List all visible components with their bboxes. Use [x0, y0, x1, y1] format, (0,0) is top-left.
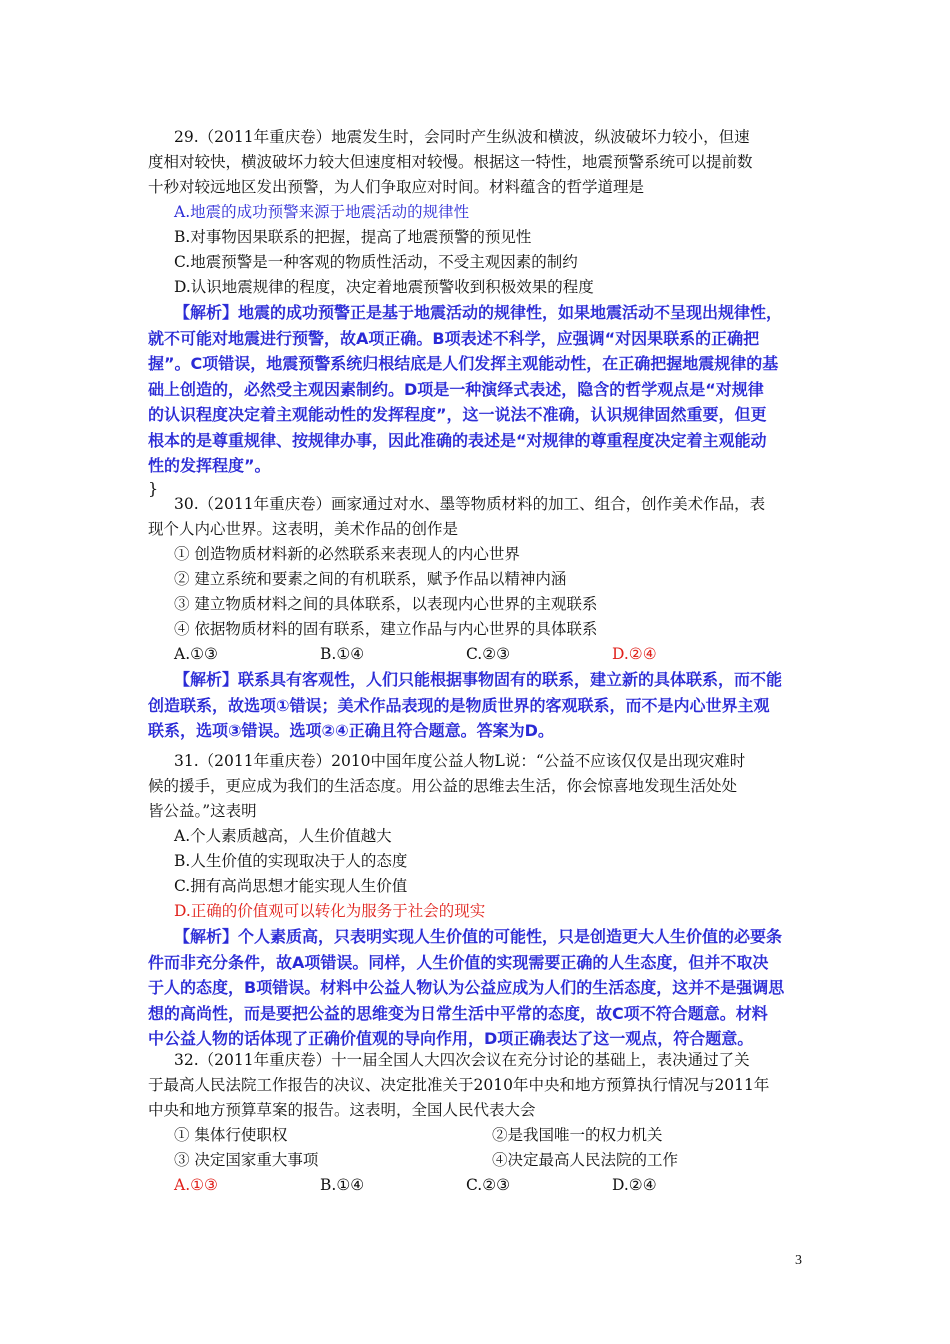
- question-stem-line: 32.（2011年重庆卷）十一届全国人大四次会议在充分讨论的基础上，表决通过了关: [174, 1051, 750, 1069]
- question-stem-line: 皆公益。”这表明: [148, 802, 257, 820]
- analysis-line: 根本的是尊重规律、按规律办事，因此准确的表述是“对规律的尊重程度决定着主观能动: [148, 430, 767, 450]
- statement-item: ④ 依据物质材料的固有联系，建立作品与内心世界的具体联系: [174, 620, 598, 638]
- analysis-line: 【解析】个人素质高，只表明实现人生价值的可能性，只是创造更大人生价值的必要条: [174, 927, 783, 946]
- question-stem-line: 31.（2011年重庆卷）2010中国年度公益人物L说：“公益不应该仅仅是出现灾难时: [174, 752, 746, 770]
- analysis-line: 【解析】地震的成功预警正是基于地震活动的规律性，如果地震活动不呈现出规律性，: [174, 303, 783, 322]
- question-stem-line: 30.（2011年重庆卷）画家通过对水、墨等物质材料的加工、组合，创作美术作品，表: [174, 495, 766, 513]
- statement-row: [148, 1148, 812, 1173]
- analysis-line: 础上创造的，必然受主观因素制约。D项是一种演绎式表述，隐含的哲学观点是“对规律: [148, 379, 764, 399]
- answer-choices: [148, 642, 812, 667]
- analysis-line: 的认识程度决定着主观能动性的发挥程度”，这一说法不准确，认识规律固然重要，但更: [148, 405, 767, 424]
- analysis-line: 性的发挥程度”。: [148, 456, 271, 475]
- choice-b: B.①④: [320, 1176, 365, 1194]
- answer-choices: [148, 1173, 812, 1198]
- question-31: [148, 749, 812, 1052]
- statement-row: [148, 1123, 812, 1148]
- question-stem-line: 候的援手，更应成为我们的生活态度。用公益的思维去生活，你会惊喜地发现生活处处: [148, 777, 738, 795]
- question-stem-line: 于最高人民法院工作报告的决议、决定批准关于2010年中央和地方预算执行情况与2011年: [148, 1076, 770, 1094]
- choice-d-correct: D.②④: [612, 645, 657, 663]
- statement-item: ① 创造物质材料新的必然联系来表现人的内心世界: [174, 545, 520, 563]
- option-b: B.对事物因果联系的把握，提高了地震预警的预见性: [174, 228, 532, 246]
- analysis-line: 就不可能对地震进行预警，故A项正确。B项表述不科学，应强调“对因果联系的正确把: [148, 328, 760, 348]
- question-stem-line: 十秒对较远地区发出预警，为人们争取应对时间。材料蕴含的哲学道理是: [148, 178, 645, 196]
- choice-d: D.②④: [612, 1176, 657, 1194]
- statement-item: ② 建立系统和要素之间的有机联系，赋予作品以精神内涵: [174, 570, 567, 588]
- statement-item: ③ 决定国家重大事项: [174, 1151, 319, 1169]
- option-c: C.地震预警是一种客观的物质性活动，不受主观因素的制约: [174, 253, 578, 271]
- option-a: A.个人素质越高，人生价值越大: [174, 827, 392, 845]
- choice-a: A.①③: [174, 645, 218, 663]
- analysis-line: 创造联系，故选项①错误；美术作品表现的是物质世界的客观联系，而不是内心世界主观: [148, 695, 770, 715]
- question-stem-line: 度相对较快，横波破坏力较大但速度相对较慢。根据这一特性，地震预警系统可以提前数: [148, 153, 753, 171]
- analysis-line: 想的高尚性，而是要把公益的思维变为日常生活中平常的态度，故C项不符合题意。材料: [148, 1003, 768, 1023]
- option-a-correct: A.地震的成功预警来源于地震活动的规律性: [174, 203, 470, 221]
- statement-item: ④决定最高人民法院的工作: [492, 1151, 679, 1169]
- option-c: C.拥有高尚思想才能实现人生价值: [174, 877, 408, 895]
- statement-item: ②是我国唯一的权力机关: [492, 1126, 663, 1144]
- question-stem-line: 中央和地方预算草案的报告。这表明，全国人民代表大会: [148, 1101, 536, 1119]
- question-32: [148, 1048, 812, 1198]
- analysis-line: 联系，选项③错误。选项②④正确且符合题意。答案为D。: [148, 721, 554, 740]
- analysis-line: 件而非充分条件，故A项错误。同样，人生价值的实现需要正确的人生态度，但并不取决: [148, 952, 769, 972]
- analysis-line: 握”。C项错误，地震预警系统归根结底是人们发挥主观能动性，在正确把握地震规律的基: [148, 354, 779, 373]
- question-stem-line: 29.（2011年重庆卷）地震发生时，会同时产生纵波和横波，纵波破坏力较小，但速: [174, 128, 750, 146]
- option-b: B.人生价值的实现取决于人的态度: [174, 852, 408, 870]
- question-29: 29.（2011年重庆卷）地震发生时，会同时产生纵波和横波，纵波破坏力较小，但速 度相对较快，横波破坏力较大但速度相对较慢。根据这一特性，地震预警系统可以提前数 十秒对较远地区发出预警，为人们争取应对时间。材料蕴含的哲学道理是 A.地震的成功预警来源于地震活动的规律性 B.对事物因果联系的把握，提高了地震预警的预见性 C.地震预警是一种客观的物质性活动，不受主观因素的制约 D.认识地震规律的程度，决定着地震预警收到积极效果的程度 【解析】地震的成功预警正是基于地震活动的规律性，如果地震活动不呈现出规律性， 就不可能对地震进行预警，故A项正确。B项表述不科学，应强调“对因果联系的正确把 握”。C项错误，地震预警系统归根结底是人们发挥主观能动性，在正确把握地震规律的基 础上创造的，必然受主观因素制约。D项是一种演绎式表述，隐含的哲学观点是“对规律 的认识程度决定着主观能动性的发挥程度”，这一说法不准确，认识规律固然重要，但更 根本的是尊重规律、按规律办事，因此准确的表述是“对规律的尊重程度决定着主观能动 性的发挥程度”。 }: [148, 125, 812, 498]
- statement-item: ③ 建立物质材料之间的具体联系，以表现内心世界的主观联系: [174, 595, 598, 613]
- choice-c: C.②③: [466, 1176, 511, 1194]
- choice-b: B.①④: [320, 645, 365, 663]
- question-30: [148, 492, 812, 744]
- analysis-line: 【解析】联系具有客观性，人们只能根据事物固有的联系，建立新的具体联系，而不能: [174, 670, 783, 689]
- page-number: 3: [795, 1253, 802, 1268]
- option-d-correct: D.正确的价值观可以转化为服务于社会的现实: [174, 902, 486, 920]
- option-d: D.认识地震规律的程度，决定着地震预警收到积极效果的程度: [174, 278, 594, 296]
- statement-item: ① 集体行使职权: [174, 1126, 288, 1144]
- choice-a-correct: A.①③: [174, 1176, 218, 1194]
- analysis-line: 中公益人物的话体现了正确价值观的导向作用，D项正确表达了这一观点，符合题意。: [148, 1029, 754, 1048]
- analysis-line: 于人的态度，B项错误。材料中公益人物认为公益应成为人们的生活态度，这并不是强调思: [148, 978, 785, 997]
- question-stem-line: 现个人内心世界。这表明，美术作品的创作是: [148, 520, 459, 538]
- choice-c: C.②③: [466, 645, 511, 663]
